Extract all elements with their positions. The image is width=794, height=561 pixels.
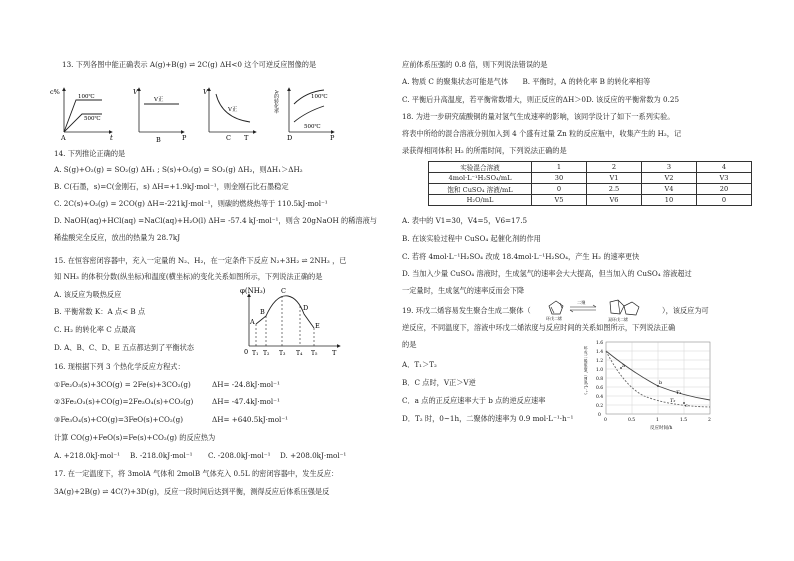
q16-dh2: ΔH= -47.4kJ·mol⁻¹ bbox=[212, 397, 280, 406]
q16-dh1: ΔH= -24.8kJ·mol⁻¹ bbox=[212, 380, 280, 389]
q15-stem-line1: 15. 在恒容密闭容器中，充入一定量的 N₂、H₂，在一定条件下反应 N₂+3H₂ ⇌ 2NH₃ ，已 bbox=[54, 256, 347, 265]
q14-stem: 14. 下列推论正确的是 bbox=[54, 149, 126, 158]
point-c-label: c bbox=[685, 403, 688, 409]
q14-option-c: C. 2C(s)+O₂(g) = 2CO(g) ΔH=-221kJ·mol⁻¹，则碳的燃烧热等于 110.5kJ·mol⁻¹ bbox=[54, 199, 328, 208]
q19-option-b: B．C 点时，V正＞V逆 bbox=[402, 378, 476, 387]
table-cell: V6 bbox=[587, 195, 642, 206]
ytick: 1.6 bbox=[596, 341, 604, 346]
q16-eq2: ②3Fe₂O₃(s)+CO(g)=2Fe₃O₄(s)+CO₂(g) bbox=[54, 397, 194, 406]
q15-tick-t4: T₄ bbox=[296, 350, 303, 357]
q15-tick-t1: T₁ bbox=[252, 350, 259, 357]
table-cell: 10 bbox=[642, 195, 697, 206]
ytick: 1.4 bbox=[596, 350, 604, 355]
table-cell: V1 bbox=[587, 173, 642, 184]
table-cell: 20 bbox=[697, 184, 752, 195]
table-cell: H₂O/mL bbox=[429, 195, 532, 206]
q19-chart bbox=[584, 336, 716, 432]
curve-t2-label: T₂ bbox=[670, 398, 676, 404]
table-cell: V5 bbox=[532, 195, 587, 206]
q15-point-b: B bbox=[260, 308, 265, 316]
q15-tick-t: T bbox=[332, 349, 337, 357]
table-row bbox=[429, 184, 752, 195]
q16-option-d: D. +208.0kJ·mol⁻¹ bbox=[280, 451, 347, 460]
point-a-label: a bbox=[622, 363, 625, 369]
q19-stem-line2: 逆反应，不同温度下，溶液中环戊二烯浓度与反应时间的关系如图所示，下列说法正确 bbox=[402, 323, 676, 332]
graph-c-ylabel: V bbox=[203, 88, 208, 96]
q15-option-d: D. A、B、C、D、E 五点都达到了平衡状态 bbox=[54, 343, 194, 352]
table-cell: 0 bbox=[532, 184, 587, 195]
graph-b-letter: B bbox=[156, 136, 161, 144]
dimerization-arrow-label: 二聚 bbox=[577, 300, 586, 305]
q14-option-b: B. C(石墨，s)=C(金刚石，s) ΔH=+1.9kJ·mol⁻¹，则金刚石比石墨稳定 bbox=[54, 182, 289, 191]
xtick: 0 bbox=[604, 418, 607, 423]
q14-option-d-line1: D. NaOH(aq)+HCl(aq) =NaCl(aq)+H₂O(l) ΔH= -57.4 kJ·mol⁻¹，则含 20gNaOH 的稀溶液与 bbox=[54, 216, 377, 225]
q15-option-a: A. 该反应为吸热反应 bbox=[54, 290, 122, 299]
table-header-row bbox=[429, 162, 752, 173]
dicyclopentadiene-icon bbox=[610, 300, 639, 315]
graph-c-xlabel: T bbox=[244, 134, 249, 142]
q15-graph bbox=[236, 284, 346, 358]
q16-dh3: ΔH= +640.5kJ·mol⁻¹ bbox=[212, 415, 289, 424]
q15-option-c: C. H₂ 的转化率 C 点最高 bbox=[54, 325, 136, 334]
ytick: 0.6 bbox=[596, 386, 604, 391]
q18-option-d-line2: 一定量时，生成氢气的速率反而会下降 bbox=[402, 286, 525, 295]
table-cell: 30 bbox=[532, 173, 587, 184]
monomer-label: 环戊二烯 bbox=[546, 316, 562, 321]
xtick: 1.5 bbox=[680, 418, 688, 423]
table-cell: 4mol·L⁻¹H₂SO₄/mL bbox=[429, 173, 532, 184]
table-cell: 2.5 bbox=[587, 184, 642, 195]
q18-stem-line2: 将表中所给的混合溶液分别加入到 4 个盛有过量 Zn 粒的反应瓶中，收集产生的 H₂，记 bbox=[402, 129, 682, 138]
q19-stem-line1b: ），该反应为可 bbox=[662, 306, 709, 315]
q18-table bbox=[428, 161, 752, 206]
q16-ask: 计算 CO(g)+FeO(s)=Fe(s)+CO₂(g) 的反应热为 bbox=[54, 433, 216, 442]
ytick: 0 bbox=[598, 413, 601, 418]
q18-stem-line1: 18. 为进一步研究硫酸铜的量对氢气生成速率的影响，该同学设计了如下一系列实验。 bbox=[402, 112, 675, 121]
graph-c-curve: V正 bbox=[228, 107, 238, 113]
q15-ylabel: φ(NH₃) bbox=[240, 287, 266, 295]
xtick: 2 bbox=[708, 418, 711, 423]
table-cell: 0 bbox=[697, 195, 752, 206]
dimer-label: 双环戊二烯 bbox=[608, 317, 628, 322]
graph-a-t1: 100℃ bbox=[78, 94, 95, 100]
graph-d-ylabel: A的转化率 bbox=[273, 90, 279, 114]
ytick: 0.4 bbox=[596, 395, 604, 400]
table-row bbox=[429, 173, 752, 184]
q18-option-c: C. 若将 4mol·L⁻¹H₂SO₄ 改成 18.4mol·L⁻¹H₂SO₄，产生 H₂ 的速率更快 bbox=[402, 252, 640, 261]
xtick: 0.5 bbox=[628, 418, 636, 423]
table-cell: V3 bbox=[697, 173, 752, 184]
q16-option-c: C. -208.0kJ·mol⁻¹ bbox=[208, 451, 271, 460]
q18-option-a: A. 表中的 V1=30，V4=5，V6=17.5 bbox=[402, 216, 528, 225]
q19-stem-line3: 的是 bbox=[402, 340, 417, 349]
q16-eq3: ③Fe₃O₄(s)+CO(g)=3FeO(s)+CO₂(g) bbox=[54, 415, 184, 424]
q16-eq1: ①Fe₂O₃(s)+3CO(g) = 2Fe(s)+3CO₂(g) bbox=[54, 380, 191, 389]
q17-stem-line1: 17. 在一定温度下，将 3molA 气体和 2molB 气体充入 0.5L 的密闭容器中，发生反应： bbox=[54, 469, 339, 478]
dimerization-scheme bbox=[540, 296, 662, 322]
q19-xlabel: 反应时间/h bbox=[650, 426, 673, 431]
q16-option-a: A. +218.0kJ·mol⁻¹ bbox=[54, 451, 120, 460]
table-header-cell: 3 bbox=[642, 162, 697, 173]
ytick: 0.8 bbox=[596, 377, 604, 382]
table-header-cell: 实验混合溶液 bbox=[429, 162, 532, 173]
ytick: 0.2 bbox=[596, 404, 604, 409]
q15-point-e: E bbox=[315, 322, 320, 330]
graph-b-curve: V正 bbox=[154, 97, 164, 103]
table-header-cell: 2 bbox=[587, 162, 642, 173]
q15-point-d: D bbox=[303, 304, 309, 312]
q15-origin: 0 bbox=[244, 348, 249, 356]
q17-options-ab: A. 物质 C 的聚集状态可能是气体 B. 平衡时，A 的转化率 B 的转化率相等 bbox=[402, 77, 651, 86]
curve-t1-label: T₁ bbox=[676, 390, 682, 396]
q15-tick-t2: T₂ bbox=[263, 350, 270, 357]
graph-a-t2: 500℃ bbox=[84, 116, 101, 122]
table-header-cell: 4 bbox=[697, 162, 752, 173]
ytick: 1.2 bbox=[596, 359, 604, 364]
graph-a-letter: A bbox=[61, 134, 66, 142]
q18-option-b: B. 在该实验过程中 CuSO₄ 起催化剂的作用 bbox=[402, 234, 541, 243]
graph-d-t2: 500℃ bbox=[304, 124, 321, 130]
graph-d-t1: 100℃ bbox=[311, 94, 328, 100]
q13-stem: 13. 下列各图中能正确表示 A(g)+B(g) ⇌ 2C(g) ΔH<0 这个可逆反应图像的是 bbox=[62, 60, 317, 69]
graph-b bbox=[133, 88, 187, 144]
graph-b-ylabel: V bbox=[133, 88, 138, 96]
graph-d bbox=[273, 88, 335, 142]
q19-ylabel: 环戊二烯浓度/（mol·L⁻¹） bbox=[584, 346, 589, 397]
graph-d-xlabel: P bbox=[330, 134, 335, 142]
table-cell: V4 bbox=[642, 184, 697, 195]
q17-cont-line1: 应前体系压强的 0.8 倍，则下列说法错误的是 bbox=[402, 60, 548, 69]
graph-a bbox=[50, 88, 113, 142]
q17-option-c-d: C. 平衡后升高温度，若平衡常数增大，则正反应的ΔH＞0D. 该反应的平衡常数为 0.25 bbox=[402, 95, 680, 104]
graph-c-letter: C bbox=[226, 134, 231, 142]
point-b-label: b bbox=[659, 380, 663, 386]
q17-stem-line2: 3A(g)+2B(g) ⇌ 4C(?)+3D(g)，反应一段时间后达到平衡，测得反应后体系压强是反 bbox=[54, 487, 330, 496]
graph-b-xlabel: P bbox=[182, 134, 187, 142]
q16-option-b: B. -218.0kJ·mol⁻¹ bbox=[130, 451, 193, 460]
ytick: 1.0 bbox=[596, 368, 604, 373]
q19-option-d: D．T₂ 时，0~1h，二聚体的速率为 0.9 mol·L⁻¹·h⁻¹ bbox=[402, 414, 574, 423]
q15-point-c: C bbox=[281, 287, 286, 295]
q14-option-d-line2: 稀盐酸完全反应，放出的热量为 28.7kJ bbox=[54, 233, 181, 242]
table-cell: V2 bbox=[642, 173, 697, 184]
q19-stem-line1: 19. 环戊二烯容易发生聚合生成二聚体（ bbox=[402, 306, 531, 315]
q14-option-a: A. S(g)+O₂(g) = SO₂(g) ΔH₁ ; S(s)+O₂(g) = SO₂(g) ΔH₂，则ΔH₁＞ΔH₂ bbox=[54, 165, 303, 174]
q18-option-d-line1: D. 当加入少量 CuSO₄ 溶液时，生成氢气的速率会大大提高，但当加入的 CuSO₄ 溶液超过 bbox=[402, 269, 692, 278]
table-cell: 饱和 CuSO₄ 溶液/mL bbox=[429, 184, 532, 195]
graph-a-ylabel: c% bbox=[50, 88, 60, 96]
q15-stem-line2: 知 NH₃ 的体积分数(纵坐标)和温度(横坐标)的变化关系如图所示，下列说法正确的是 bbox=[54, 272, 323, 281]
graph-c bbox=[203, 88, 256, 142]
q13-graphs bbox=[44, 84, 344, 144]
xtick: 1 bbox=[656, 418, 659, 423]
q19-option-a: A．T₁＞T₂ bbox=[402, 360, 437, 369]
q15-option-b: B. 平衡常数 K：A 点< B 点 bbox=[54, 307, 146, 316]
q15-tick-t3: T₃ bbox=[279, 350, 286, 357]
q15-tick-t5: T₅ bbox=[311, 350, 318, 357]
table-header-cell: 1 bbox=[532, 162, 587, 173]
graph-d-letter: D bbox=[287, 134, 293, 142]
q18-stem-line3: 录获得相同体积 H₂ 的所需时间，下列说法正确的是 bbox=[402, 146, 567, 155]
q19-option-c: C．a 点的正反应速率大于 b 点的逆反应速率 bbox=[402, 396, 546, 405]
graph-a-xlabel: t bbox=[110, 134, 113, 142]
table-row bbox=[429, 195, 752, 206]
q15-point-a: A bbox=[250, 318, 255, 326]
q16-stem: 16. 现根据下列 3 个热化学反应方程式： bbox=[54, 362, 185, 371]
